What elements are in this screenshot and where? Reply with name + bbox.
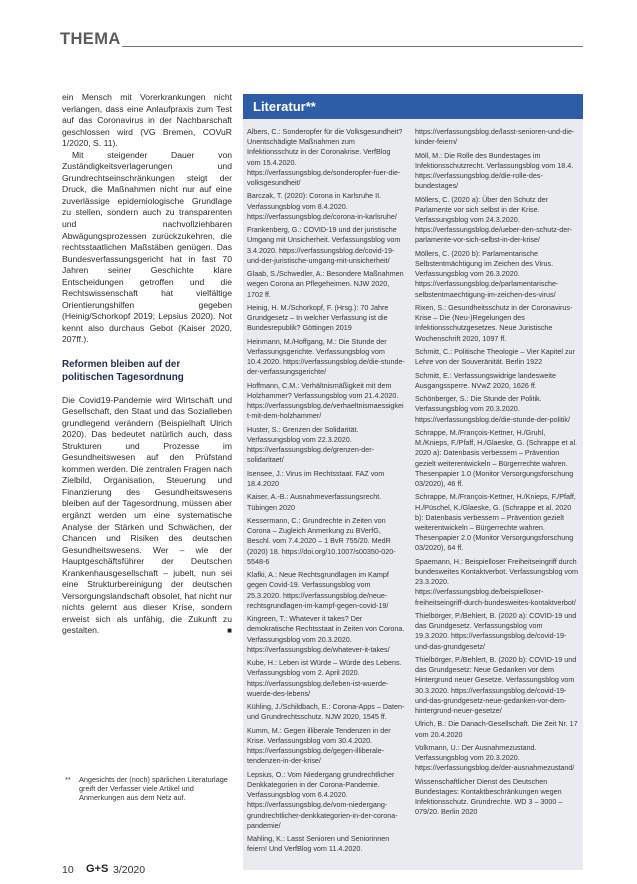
reference-entry: Thielbörger, P./Behlert, B. (2020 b): COVID-19 und das Grundgesetz: Neue Gedanken vor dem Hintergrund neuer Gesetze. Verfassungsblog vom 30.3.2020. https://verfassungsblog.de/covid-19-und-das-grundgesetz-neue-gedanken-vor-dem-hintergrund-neuer-gesetze/	[415, 655, 577, 716]
reference-entry: Volkmann, U.: Der Ausnahmezustand. Verfassungsblog vom 20.3.2020. https://verfassungsblog.de/der-ausnahmezustand/	[415, 743, 575, 773]
section-title: THEMA	[60, 30, 121, 48]
reference-entry: Möll, M.: Die Rolle des Bundestages im Infektionsschutzrecht. Verfassungsblog vom 18.4. https://verfassungsblog.de/die-rolle-des-bundestages/	[415, 150, 574, 191]
reference-entry: Hoffmann, C.M.: Verhältnismäßigkeit mit dem Holzhammer? Verfassungsblog vom 21.4.2020. https://verfassungsblog.de/verhaeltnismaessigkeit-mit-dem-holzhammer/	[247, 380, 404, 421]
reference-entry: Frankenberg, G.: COVID-19 und der juristische Umgang mit Unsicherheit. Verfassungsblog vom 3.4.2020. https://verfassungsblog.de/covid-19-und-der-juristische-umgang-mit-unsicherheit/	[247, 225, 401, 265]
literature-column-left	[247, 127, 405, 865]
literature-title: Literatur**	[253, 99, 316, 114]
article-paragraph-text: Die Covid19-Pandemie wird Wirtschaft und Gesellschaft, den Staat und das Sozialleben grundlegend verändern (Beispielhaft Ulrich 2020). Das bedeutet natürlich auch, dass Strukturen und Prozesse im Gesundheitswesen auf den Prüfstand kommen werden. Die zentralen Fragen nach Zielbild, Organisation, Steuerung und Finanzierung des Gesundheitswesens bleiben auf der Tagesordnung, müssen aber ergänzt werden um eine systematische Analyse der Stärken und Schwächen, der Chancen und Risiken des deutschen Gesundheitswesens. Wer – wie der Hauptgeschäftsführer der Deutschen Krankenhausgesellschaft – jubelt, nun sei eine Strukturbereinigung der deutschen Versorgungslandschaft obsolet, hat nicht nur nichts gelernt aus dieser Krise, sondern erweist sich als unfähig, die Zukunft zu gestalten.	[62, 394, 232, 636]
reference-entry: Kube, H.: Leben ist Würde – Würde des Lebens. Verfassungsblog vom 2. April 2020. https://verfassungsblog.de/leben-ist-wuerde-wuerde-des-lebens/	[247, 658, 402, 698]
reference-entry: Barczak, T. (2020): Corona in Karlsruhe II. Verfassungsblog vom 8.4.2020. https://verfassungsblog.de/corona-in-karlsruhe/	[247, 191, 397, 221]
reference-entry: Möllers, C. (2020 a): Über den Schutz der Parlamente vor sich selbst in der Krise. Verfassungsblog vom 24.3.2020. https://verfassungsblog.de/ueber-den-schutz-der-parlamente-vor-sich-selbst-in-der-krise/	[415, 194, 573, 245]
reference-entry: Kumm, M.: Gegen illiberale Tendenzen in der Krise. Verfassungsblog vom 30.4.2020. https://verfassungsblog.de/gegen-illiberale-tendenzen-in-der-krise/	[247, 725, 391, 766]
reference-entry: Klafki, A.: Neue Rechtsgrundlagen im Kampf gegen Covid-19. Verfassungsblog vom 25.3.2020. https://verfassungsblog.de/neue-rechtsgrundlagen-im-kampf-gegen-covid-19/	[247, 570, 389, 610]
reference-entry: Glaab, S./Schwedler, A.: Besondere Maßnahmen wegen Corona an Pflegeheimen. NJW 2020, 1702 ff.	[247, 269, 404, 299]
reference-entry: Kühling, J./Schildbach, E.: Corona-Apps – Daten- und Grundrechtsschutz. NJW 2020, 1545 ff.	[247, 702, 405, 722]
footnote-text: Angesichts der (noch) spärlichen Literaturlage greift der Verfasser viele Artikel und Anmerkungen aus dem Netz auf.	[79, 775, 228, 803]
reference-entry: Rixen, S.: Gesundheitsschutz in der Coronavirus-Krise – Die (Neu-)Regelungen des Infektionsschutzgesetzes. Neue Juristische Wochenschrift 2020, 1097 ff.	[415, 303, 573, 343]
literature-box	[243, 94, 583, 870]
reference-entry: Albers, C.: Sonderopfer für die Volksgesundheit? Unentschädigte Maßnahmen zum Infektionsschutz in der Coronakrise. VerfBlog vom 15.4.2020. https://verfassungsblog.de/sonderopfer-fuer-die-volksgesundheit/	[247, 127, 403, 188]
reference-entry: Möllers, C. (2020 b): Parlamentarische Selbstentmächtigung im Zeichen des Virus. Verfassungsblog vom 26.3.2020. https://verfassungsblog.de/parlamentarische-selbstentmaechtigung-im-zeichen-des-virus/	[415, 248, 559, 299]
article-column	[62, 92, 232, 637]
reference-entry: Heinmann, M./Hoffgang, M.: Die Stunde der Verfassungsgerichte. Verfassungsblog vom 10.4.2020. https://verfassungsblog.de/die-stunde-der-verfassungsgerichte/	[247, 336, 405, 377]
reference-entry: Schmitt, E.: Verfassungswidrige landesweite Ausgangssperre. NVwZ 2020, 1626 ff.	[415, 370, 557, 390]
reference-entry: Spaemann, H.: Beispielloser Freiheitseingriff durch bundesweites Kontaktverbot. Verfassungsblog vom 23.3.2020. https://verfassungsblog.de/beispielloser-freiheitseingriff-durch-bundesweites-kontaktverbot/	[415, 556, 578, 607]
reference-entry: Schmitt, C.: Politische Theologie – Vier Kapitel zur Lehre von der Souveränität. Berlin 1922	[415, 347, 575, 367]
reference-entry: Schrappe, M./François-Kettner, H./Knieps, F./Pfaff, H./Püschel, K./Glaeske, G. (Schrappe et al. 2020 b): Datenbasis verbessern – Prävention gezielt weiterentwickeln – Bürgerrechte wahren. Thesenpapier 2.0 (Monitor Versorgungsforschung 03/2020), 64 ff.	[415, 492, 576, 553]
page-number: 10	[62, 864, 74, 876]
section-heading: Reformen bleiben auf der politischen Tagesordnung	[62, 358, 184, 384]
reference-entry: Isensee, J.: Virus im Rechtsstaat. FAZ vom 18.4.2020	[247, 468, 385, 488]
article-paragraph: Mit steigender Dauer von Zuständigkeitsverlagerungen und Grundrechtseinschränkungen steigt der Druck, die Maßnahmen nicht nur auf eine zuverlässige epidemiologische Grundlage zu stellen, sondern auch zu transparenten und nachvollziehbaren Abwägungsprozessen zurückzukehren, die rechtsstaatlichen Maßstäben genügen. Das Bundesverfassungsgericht hat in fast 70 Jahren seiner Geschichte klare Entscheidungen getroffen und die Rechtswissenschaft hat vielfältige Orientierungshilfen gegeben (Heinig/Schorkopf 2019; Lepsius 2020). Not kennt also durchaus Gebot (Kaiser 2020, 207ff.).	[62, 149, 232, 345]
journal-name: G+S	[86, 863, 109, 875]
reference-entry: Lepsius, O.: Vom Niedergang grundrechtlicher Denkkategorien in der Corona-Pandemie. Verfassungsblog vom 6.4.2020. https://verfassungsblog.de/vom-niedergang-grundrechtlicher-denkkategorien-in-der-corona-pandemie/	[247, 769, 398, 830]
reference-entry: Thielbörger, P./Behlert, B. (2020 a): COVID-19 und das Grundgesetz. Verfassungsblog vom 19.3.2020. https://verfassungsblog.de/covid-19-und-das-grundgesetz/	[415, 611, 577, 651]
literature-column-right	[415, 127, 578, 865]
footnote	[62, 775, 232, 802]
article-paragraph: ein Mensch mit Vorerkrankungen nicht verlangen, dass eine Anlaufpraxis zum Test auf das Coronavirus in der Nachbarschaft geschlossen wird (VG Bremen, COVuR 1/2020, S. 11).	[62, 92, 232, 149]
reference-entry: Schönberger, S.: Die Stunde der Politik. Verfassungsblog vom 20.3.2020. https://verfassungsblog.de/die-stunde-der-politik/	[415, 394, 571, 424]
reference-entry: Heinig, H. M./Schorkopf, F. (Hrsg.): 70 Jahre Grundgesetz – In welcher Verfassung ist die Bundesrepublik? Göttingen 2019	[247, 303, 389, 333]
reference-entry: Kaiser, A.-B.: Ausnahmeverfassungsrecht. Tübingen 2020	[247, 492, 382, 512]
end-of-article-mark: ■	[227, 626, 232, 636]
reference-entry: Huster, S.: Grenzen der Solidarität. Verfassungsblog vom 22.3.2020. https://verfassungsblog.de/grenzen-der-solidaritaet/	[247, 424, 375, 465]
literature-title-band	[243, 94, 583, 119]
reference-entry: Mahling, K.: Lasst Senioren und Seniorinnen feiern! Und VerfBlog vom 11.4.2020.	[247, 834, 390, 854]
reference-entry: Wissenschaftlicher Dienst des Deutschen Bundestages: Kontaktbeschränkungen wegen Infektionsschutz. Grundrechte. WD 3 – 3000 – 079/20. Berlin 2020	[415, 776, 563, 817]
footnote-marker: **	[65, 775, 71, 784]
journal-issue: 3/2020	[113, 864, 146, 876]
page-footer	[0, 862, 637, 878]
reference-entry: Ulrich, B.: Die Danach-Gesellschaft. Die Zeit Nr. 17 vom 20.4.2020	[415, 719, 578, 739]
article-paragraph-last	[62, 395, 232, 637]
header-rule	[122, 46, 583, 47]
reference-continuation: https://verfassungsblog.de/lasst-senioren-und-die-kinder-feiern/	[415, 127, 575, 147]
reference-entry: Kingreen, T.: Whatever it takes? Der demokratische Rechtsstaat in Zeiten von Corona. Verfassungsblog vom 20.3.2020. https://verfassungsblog.de/whatever-it-takes/	[247, 614, 405, 654]
reference-entry: Schrappe, M./François-Kettner, H./Gruhl, M./Knieps, F./Pfaff, H./Glaeske, G. (Schrappe et al. 2020 a): Datenbasis verbessern – Prävention gezielt weiterentwickeln – Bürgerrechte wahren. Thesenpapier 1.0 (Monitor Versorgungsforschung 03/2020), 46 ff.	[415, 427, 578, 488]
reference-entry: Kessermann, C.: Grundrechte in Zeiten von Corona – Zugleich Anmerkung zu BVerfG, Beschl. vom 7.4.2020 – 1 BvR 755/20. MedR (2020) 18. https://doi.org/10.1007/s00350-020-5548-6	[247, 515, 396, 566]
